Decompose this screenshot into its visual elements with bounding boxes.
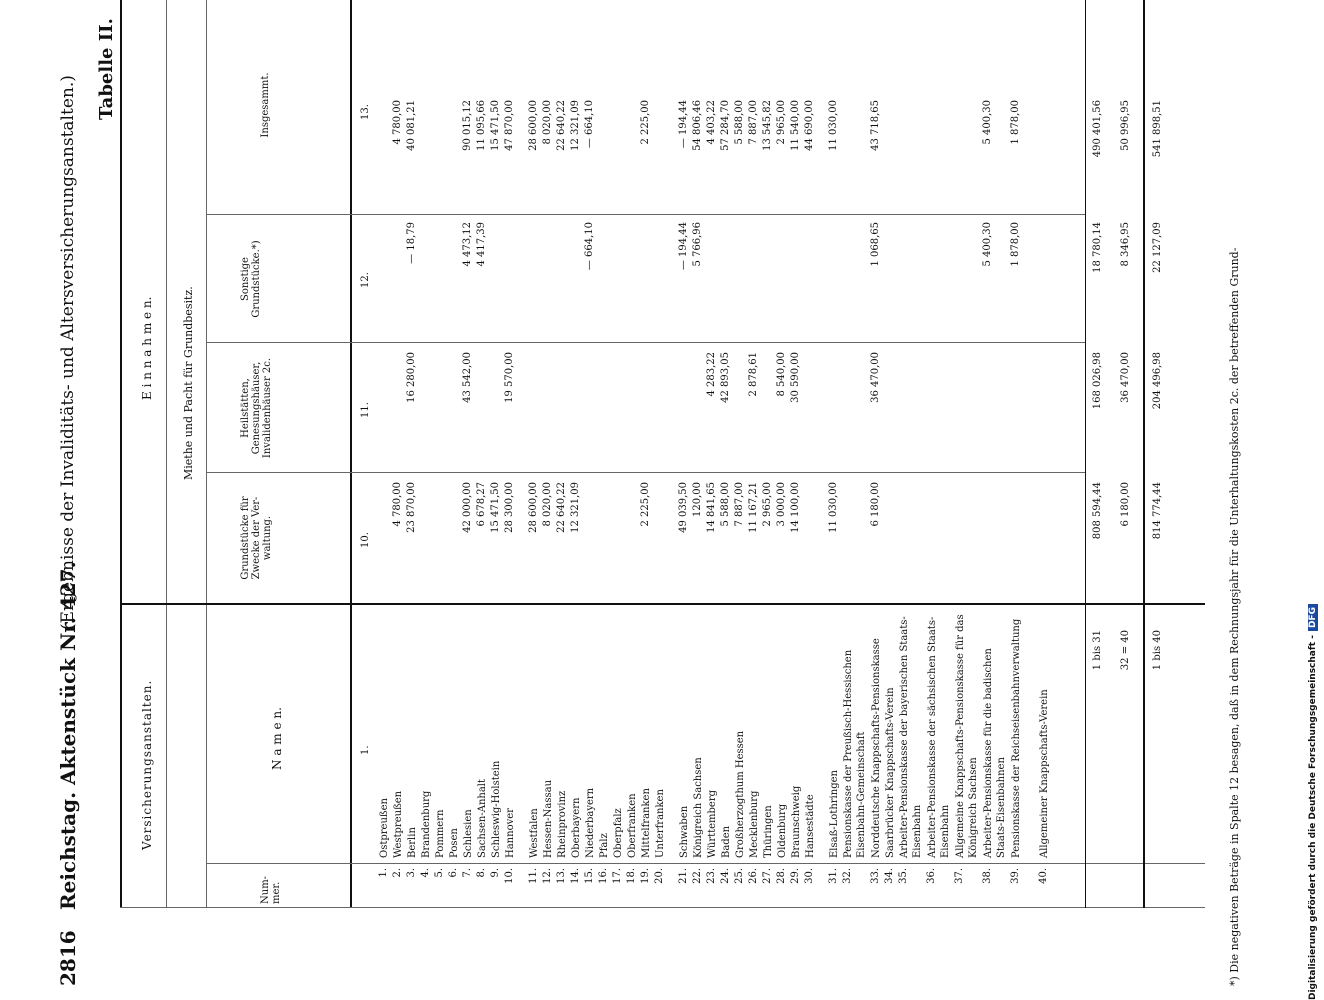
total-c13: 490 401,56 [1092, 100, 1103, 158]
dfg-logo: DFG [1308, 604, 1318, 631]
total-c13: 541 898,51 [1152, 100, 1163, 158]
cell-c13: — 664,10 [584, 100, 595, 149]
total-c10: 6 180,00 [1120, 482, 1131, 527]
cell-c13: 47 870,00 [504, 100, 515, 151]
row-name: Allgemeiner Knappschafts-Verein [1039, 689, 1050, 858]
total-c11: 168 026,98 [1092, 352, 1103, 410]
row-number: 21. [678, 868, 689, 884]
totals-rule-1 [1085, 0, 1086, 908]
cell-c10: 8 020,00 [542, 482, 553, 527]
table-label: Tabelle II. [96, 18, 117, 120]
row-number: 40. [1038, 868, 1049, 884]
cell-c12: — 18,79 [406, 222, 417, 264]
row-number: 3. [406, 868, 417, 878]
total-c10: 814 774,44 [1152, 482, 1163, 540]
row-name: Baden [721, 825, 732, 858]
row-number: 12. [542, 868, 553, 884]
col-number-10: 10. [360, 532, 371, 548]
row-name: Arbeiter-Pensionskasse der bayerischen Staats-Eisenbahn [899, 616, 923, 858]
cell-c11: 36 470,00 [870, 352, 881, 403]
left-border [120, 907, 1205, 908]
totals-rule-2 [1143, 0, 1145, 908]
cell-c10: 6 180,00 [870, 482, 881, 527]
row-name: Thüringen [763, 805, 774, 858]
row-name: Braunschweig [791, 785, 802, 858]
row-number: 29. [790, 868, 801, 884]
cell-c13: 43 718,65 [870, 100, 881, 151]
row-name: Pensionskasse der Preußisch-Hessischen Eisenbahn-Gemeinschaft [843, 649, 867, 858]
row-number: 19. [640, 868, 651, 884]
totals-label: 1 bis 31 [1092, 630, 1103, 671]
cell-c13: 7 887,00 [748, 100, 759, 145]
row-name: Schleswig-Holstein [491, 760, 502, 858]
row-name: Brandenburg [421, 790, 432, 858]
num-column-header: Num- mer. [260, 875, 282, 904]
cell-c12: 5 766,96 [692, 222, 703, 267]
cell-c10: 14 841,65 [706, 482, 717, 533]
row-number: 6. [448, 868, 459, 878]
cell-c10: 28 600,00 [528, 482, 539, 533]
cell-c10: 11 030,00 [828, 482, 839, 533]
total-c12: 8 346,95 [1120, 222, 1131, 267]
cell-c10: 28 300,00 [504, 482, 515, 533]
row-name: Oldenburg [777, 803, 788, 858]
cell-c12: 4 473,12 [462, 222, 473, 267]
dfg-watermark [1304, 4, 1322, 1000]
row-number: 2. [392, 868, 403, 878]
cell-c10: 15 471,50 [490, 482, 501, 533]
row-name: Sachsen-Anhalt [477, 778, 488, 858]
cell-c10: 11 167,21 [748, 482, 759, 533]
cell-c12: 5 400,30 [982, 222, 993, 267]
cell-c11: 8 540,00 [776, 352, 787, 397]
cell-c11: 30 590,00 [790, 352, 801, 403]
cell-c11: 43 542,00 [462, 352, 473, 403]
row-number: 1. [378, 868, 389, 878]
cell-c13: — 194,44 [678, 100, 689, 149]
row-number: 17. [612, 868, 623, 884]
total-c11: 204 496,98 [1152, 352, 1163, 410]
cell-c10: 14 100,00 [790, 482, 801, 533]
footnote: *) Die negativen Beträge in Spalte 12 besagen, daß in dem Rechnungsjahr für die Unterhaltungskosten 2c. der betreffenden Grund- [1228, 247, 1241, 986]
c12-divider [206, 214, 1086, 215]
row-number: 10. [504, 868, 515, 884]
row-number: 22. [692, 868, 703, 884]
cell-c11: 16 280,00 [406, 352, 417, 403]
cell-c13: 22 640,22 [556, 100, 567, 151]
row-name: Elsaß-Lothringen [829, 770, 840, 858]
publication-title: Reichstag. Aktenstück Nr. 427. [56, 561, 80, 910]
row-number: 11. [528, 868, 539, 884]
row-name: Pfalz [599, 833, 610, 858]
row-name: Schwaben [679, 805, 690, 858]
row-name: Berlin [407, 827, 418, 858]
row-number: 27. [762, 868, 773, 884]
row-name: Schlesien [463, 809, 474, 858]
row-name: Großherzogthum Hessen [735, 730, 746, 858]
row-number: 4. [420, 868, 431, 878]
row-number: 16. [598, 868, 609, 884]
row-number: 9. [490, 868, 501, 878]
row-name: Pensionskasse der Reichseisenbahnverwaltung [1011, 618, 1022, 858]
main-divider [120, 603, 1205, 605]
cell-c10: 42 000,00 [462, 482, 473, 533]
row-number: 13. [556, 868, 567, 884]
total-c11: 36 470,00 [1120, 352, 1131, 403]
cell-c13: 11 095,66 [476, 100, 487, 151]
cell-c10: 7 887,00 [734, 482, 745, 527]
cell-c10: 6 678,27 [476, 482, 487, 527]
row-name: Westfalen [529, 808, 540, 858]
row-number: 18. [626, 868, 637, 884]
row-number: 30. [804, 868, 815, 884]
row-name: Württemberg [707, 789, 718, 858]
c11-divider [206, 342, 1086, 343]
cell-c10: 12 321,09 [570, 482, 581, 533]
cell-c13: 28 600,00 [528, 100, 539, 151]
row-number: 25. [734, 868, 745, 884]
row-number: 5. [434, 868, 445, 878]
document-title: (Ergebnisse der Invaliditäts- und Altersversicherungsanstalten.) [58, 75, 78, 630]
row-number: 35. [898, 868, 909, 884]
cell-c10: 120,00 [692, 482, 703, 517]
row-name: Niederbayern [585, 787, 596, 858]
c10-divider [206, 472, 1086, 473]
cell-c13: 12 321,09 [570, 100, 581, 151]
row-name: Norddeutsche Knappschafts-Pensionskasse [871, 638, 882, 858]
cell-c10: 5 588,00 [720, 482, 731, 527]
row-number: 15. [584, 868, 595, 884]
cell-c13: 13 545,82 [762, 100, 773, 151]
cell-c13: 1 878,00 [1010, 100, 1021, 145]
row-name: Hannover [505, 808, 516, 858]
cell-c13: 11 030,00 [828, 100, 839, 151]
cell-c13: 90 015,12 [462, 100, 473, 151]
header-rule-1 [166, 0, 167, 908]
cell-c11: 19 570,00 [504, 352, 515, 403]
cell-c12: 1 878,00 [1010, 222, 1021, 267]
cell-c12: — 194,44 [678, 222, 689, 271]
row-name: Oberfranken [627, 793, 638, 858]
c10-header: Grundstücke für Zwecke der Ver-waltung. [240, 496, 273, 580]
cell-c13: 4 780,00 [392, 100, 403, 145]
page-number: 2816 [56, 930, 80, 986]
num-col-divider [206, 863, 1205, 864]
cell-c13: 40 081,21 [406, 100, 417, 151]
cell-c10: 22 640,22 [556, 482, 567, 533]
cell-c12: 1 068,65 [870, 222, 881, 267]
cell-c13: 15 471,50 [490, 100, 501, 151]
col-number-1: 1. [360, 745, 371, 755]
row-number: 14. [570, 868, 581, 884]
cell-c11: 2 878,61 [748, 352, 759, 397]
row-name: Mecklenburg [749, 790, 760, 858]
cell-c10: 2 965,00 [762, 482, 773, 527]
row-name: Unterfranken [655, 789, 666, 858]
name-column-header: N a m e n. [270, 707, 284, 770]
cell-c13: 5 400,30 [982, 100, 993, 145]
c11-header: Heilstätten, Genesungshäuser, Invalidenhäuser 2c. [240, 357, 273, 459]
watermark-text: Digitalisierung gefördert durch die Deutsche Forschungsgemeinschaft - [1308, 635, 1318, 1000]
row-number: 32. [842, 868, 853, 884]
row-number: 28. [776, 868, 787, 884]
row-number: 20. [654, 868, 665, 884]
row-number: 34. [884, 868, 895, 884]
row-number: 31. [828, 868, 839, 884]
row-name: Ostpreußen [379, 798, 390, 858]
row-name: Königreich Sachsen [693, 757, 704, 858]
c13-header: Insgesammt. [260, 72, 271, 138]
row-number: 23. [706, 868, 717, 884]
cell-c10: 3 000,00 [776, 482, 787, 527]
row-name: Hansestädte [805, 794, 816, 858]
row-name: Westpreußen [393, 790, 404, 858]
row-name: Saarbrücker Knappschafts-Verein [885, 687, 896, 858]
cell-c10: 23 870,00 [406, 482, 417, 533]
totals-label: 32 = 40 [1120, 630, 1131, 671]
cell-c10: 4 780,00 [392, 482, 403, 527]
c12-header: Sonstige Grundstücke.*) [240, 240, 262, 318]
row-number: 33. [870, 868, 881, 884]
row-name: Oberpfalz [613, 808, 624, 858]
row-number: 37. [954, 868, 965, 884]
total-c12: 22 127,09 [1152, 222, 1163, 273]
col-number-11: 11. [360, 402, 371, 418]
total-c12: 18 780,14 [1092, 222, 1103, 273]
row-number: 38. [982, 868, 993, 884]
cell-c13: 5 588,00 [734, 100, 745, 145]
cell-c10: 2 225,00 [640, 482, 651, 527]
cell-c13: 2 965,00 [776, 100, 787, 145]
row-name: Arbeiter-Pensionskasse der sächsischen Staats-Eisenbahn [927, 616, 951, 858]
cell-c12: — 664,10 [584, 222, 595, 271]
col-number-12: 12. [360, 272, 371, 288]
total-c10: 808 594,44 [1092, 482, 1103, 540]
row-name: Oberbayern [571, 797, 582, 858]
row-name: Hessen-Nassau [543, 779, 554, 858]
cell-c10: 49 039,50 [678, 482, 689, 533]
cell-c13: 2 225,00 [640, 100, 651, 145]
cell-c13: 11 540,00 [790, 100, 801, 151]
cell-c12: 4 417,39 [476, 222, 487, 267]
row-number: 26. [748, 868, 759, 884]
cell-c13: 4 403,22 [706, 100, 717, 145]
row-name: Arbeiter-Pensionskasse für die badischen Staats-Eisenbahnen [983, 648, 1007, 858]
row-name: Mittelfranken [641, 788, 652, 858]
row-number: 8. [476, 868, 487, 878]
cell-c13: 57 284,70 [720, 100, 731, 151]
total-c13: 50 996,95 [1120, 100, 1131, 151]
cell-c13: 8 020,00 [542, 100, 553, 145]
cell-c11: 4 283,22 [706, 352, 717, 397]
row-number: 7. [462, 868, 473, 878]
row-name: Allgemeine Knappschafts-Pensionskasse für das Königreich Sachsen [955, 614, 979, 858]
header-bottom-rule [350, 0, 352, 908]
header-rule-2 [206, 0, 207, 908]
table-top-rule [120, 0, 122, 908]
row-number: 24. [720, 868, 731, 884]
col-number-13: 13. [360, 104, 371, 120]
row-number: 36. [926, 868, 937, 884]
row-name: Rheinprovinz [557, 790, 568, 858]
subgroup-header: Miethe und Pacht für Grundbesitz. [182, 286, 195, 480]
cell-c11: 42 893,05 [720, 352, 731, 403]
row-name: Pommern [435, 809, 446, 858]
row-number: 39. [1010, 868, 1021, 884]
row-name: Posen [449, 828, 460, 858]
group-header-right: E i n n a h m e n. [140, 296, 154, 400]
group-header-left: Versicherungsanstalten. [140, 679, 154, 850]
cell-c13: 54 806,46 [692, 100, 703, 151]
cell-c13: 44 690,00 [804, 100, 815, 151]
totals-label: 1 bis 40 [1152, 630, 1163, 671]
